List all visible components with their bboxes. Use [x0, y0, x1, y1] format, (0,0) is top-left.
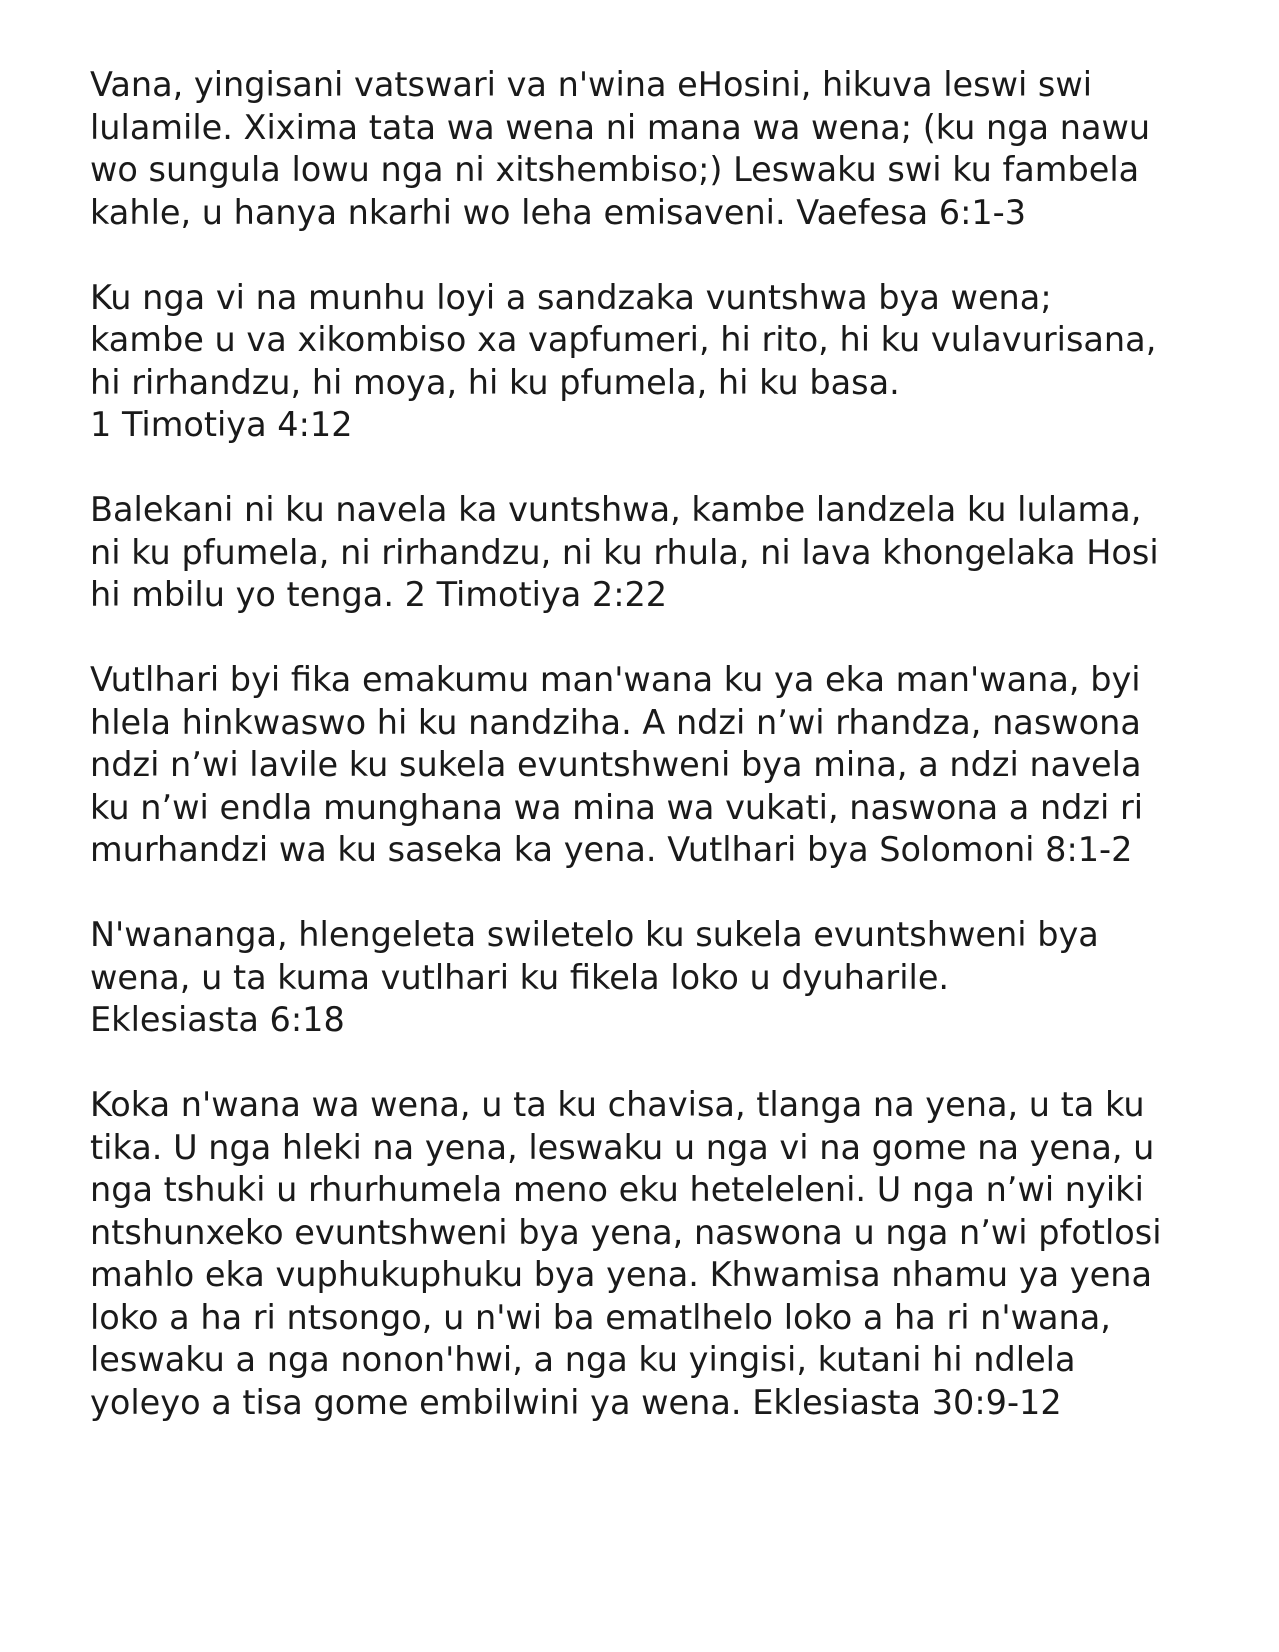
- passage-line: Eklesiasta 6:18: [90, 1000, 345, 1039]
- passage-efesa-6-1-3: [90, 64, 1220, 234]
- passage-line: murhandzi wa ku saseka ka yena. Vutlhari bya Solomoni 8:1-2: [90, 830, 1133, 869]
- passage-line: wo sungula lowu nga ni xitshembiso;) Leswaku swi ku fambela: [90, 150, 1140, 189]
- passage-solomoni-8-1-2: [90, 659, 1220, 872]
- passage-line: Vana, yingisani vatswari va n'wina eHosini, hikuva leswi swi: [90, 65, 1093, 104]
- passage-line: ni ku pfumela, ni rirhandzu, ni ku rhula, ni lava khongelaka Hosi: [90, 532, 1159, 572]
- passage-line: Balekani ni ku navela ka vuntshwa, kambe landzela ku lulama,: [90, 490, 1142, 529]
- passage-line: ntshunxeko evuntshweni bya yena, naswona u nga n’wi pfotlosi: [90, 1212, 1162, 1252]
- passage-line: ndzi n’wi lavile ku sukela evuntshweni bya mina, a ndzi navela: [90, 745, 1142, 784]
- passage-line: hi rirhandzu, hi moya, hi ku pfumela, hi ku basa.: [90, 362, 900, 402]
- passage-line: Koka n'wana wa wena, u ta ku chavisa, tlanga na yena, u ta ku: [90, 1085, 1145, 1124]
- passage-line: wena, u ta kuma vutlhari ku fikela loko u dyuharile.: [90, 957, 950, 997]
- document-body: [90, 64, 1220, 1467]
- passage-line: tika. U nga hleki na yena, leswaku u nga vi na gome na yena, u: [90, 1127, 1155, 1167]
- passage-line: hlela hinkwaswo hi ku nandziha. A ndzi n’wi rhandza, naswona: [90, 702, 1141, 742]
- passage-eklesiasta-6-18: [90, 914, 1220, 1042]
- passage-line: nga tshuki u rhurhumela meno eku heteleleni. U nga n’wi nyiki: [90, 1170, 1144, 1209]
- passage-line: lulamile. Xixima tata wa wena ni mana wa wena; (ku nga nawu: [90, 107, 1151, 147]
- passage-line: ku n’wi endla munghana wa mina wa vukati, naswona a ndzi ri: [90, 787, 1144, 827]
- passage-line: yoleyo a tisa gome embilwini ya wena. Eklesiasta 30:9-12: [90, 1382, 1062, 1422]
- passage-line: loko a ha ri ntsongo, u n'wi ba ematlhelo loko a ha ri n'wana,: [90, 1297, 1111, 1337]
- passage-timotiya-4-12: [90, 277, 1220, 447]
- passage-line: 1 Timotiya 4:12: [90, 405, 353, 444]
- passage-line: mahlo eka vuphukuphuku bya yena. Khwamisa nhamu ya yena: [90, 1255, 1152, 1294]
- passage-line: leswaku a nga nonon'hwi, a nga ku yingisi, kutani hi ndlela: [90, 1340, 1076, 1379]
- passage-timotiya-2-22: [90, 489, 1220, 617]
- passage-line: N'wananga, hlengeleta swiletelo ku sukela evuntshweni bya: [90, 915, 1099, 954]
- passage-line: Vutlhari byi fika emakumu man'wana ku ya eka man'wana, byi: [90, 660, 1141, 699]
- passage-eklesiasta-30-9-12: [90, 1084, 1220, 1424]
- passage-line: Ku nga vi na munhu loyi a sandzaka vuntshwa bya wena;: [90, 277, 1052, 317]
- passage-line: hi mbilu yo tenga. 2 Timotiya 2:22: [90, 575, 668, 614]
- passage-line: kahle, u hanya nkarhi wo leha emisaveni. Vaefesa 6:1-3: [90, 192, 1027, 232]
- passage-line: kambe u va xikombiso xa vapfumeri, hi rito, hi ku vulavurisana,: [90, 320, 1157, 359]
